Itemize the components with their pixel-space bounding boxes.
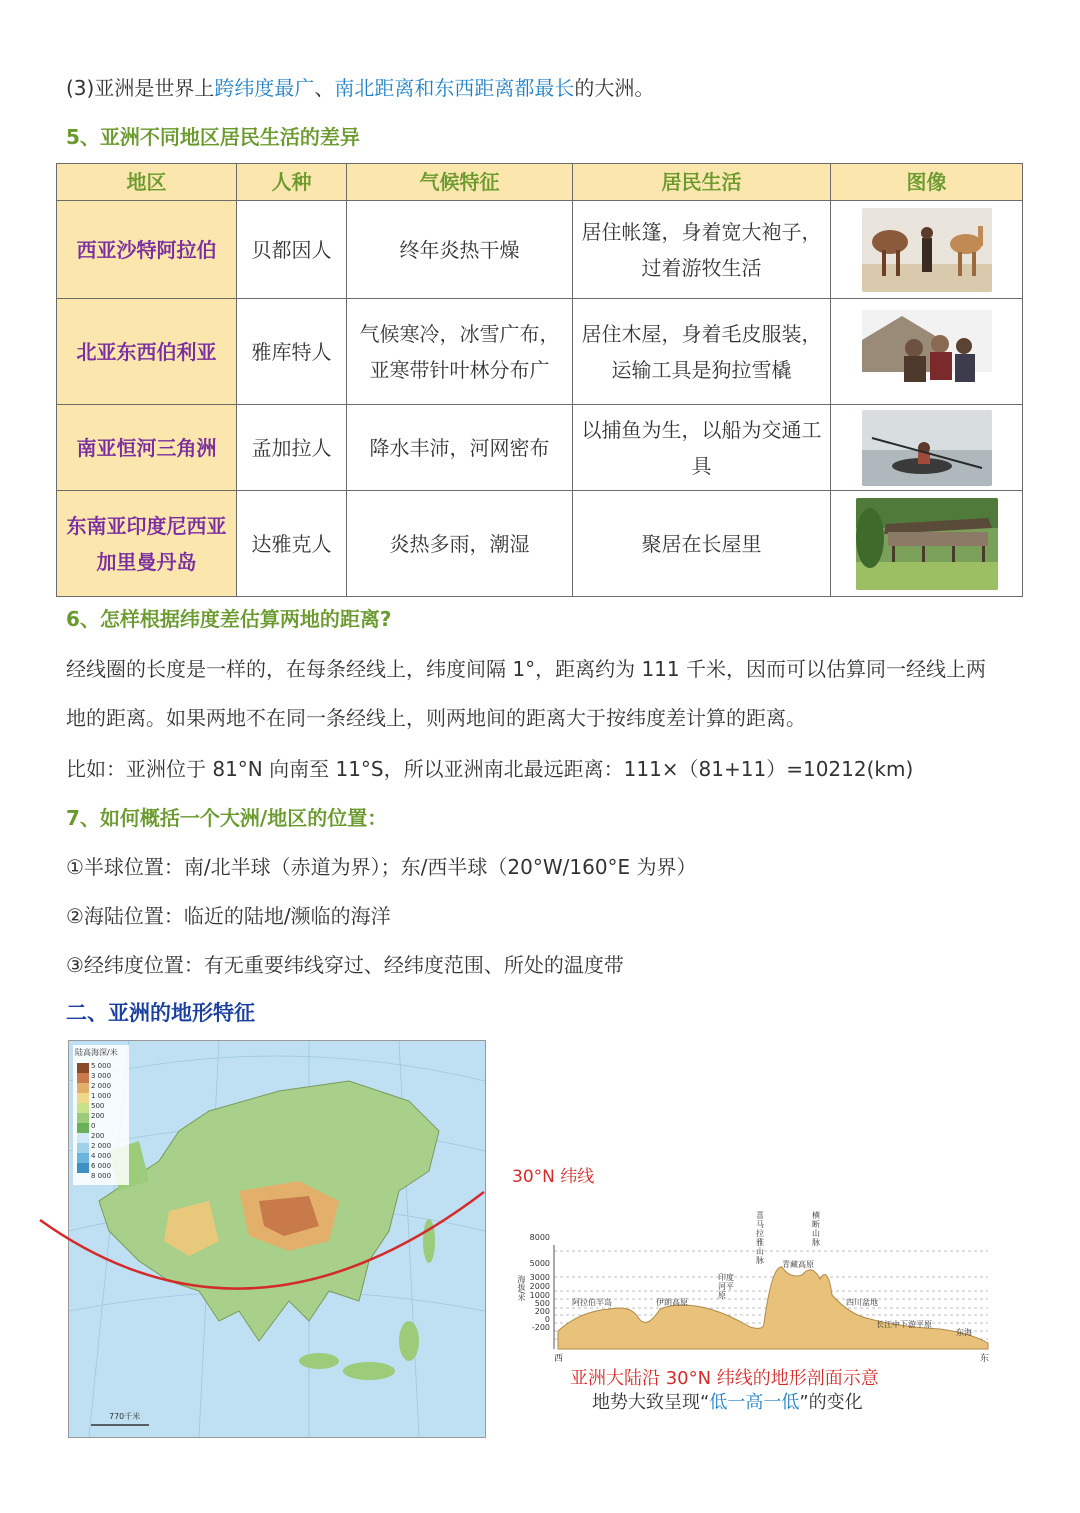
table-row [57,491,1023,597]
climate-cell: 炎热多雨，潮湿 [347,491,573,597]
profile-caption-title: 亚洲大陆沿 30°N 纬线的地形剖面示意 [570,1368,879,1389]
profile-east-label: 东 [980,1354,990,1364]
profile-place: 东海 [956,1328,972,1337]
people-cell: 孟加拉人 [237,405,347,491]
terrain-profile [517,1205,995,1365]
intro-sep: 、 [314,76,335,100]
life-cell: 居住木屋，身着毛皮服装，运输工具是狗拉雪橇 [573,299,831,405]
header-people: 人种 [237,164,347,201]
profile-y-axis-label: 海拔/米 [517,1275,526,1302]
region-cell: 南亚恒河三角洲 [57,405,237,491]
image-cell [831,201,1023,299]
intro-highlight-1: 跨纬度最广 [214,76,315,100]
trend-highlight: 低一高一低 [709,1392,800,1413]
intro-highlight-2: 南北距离和东西距离都最长 [334,76,575,100]
section5-title: 5、亚洲不同地区居民生活的差异 [66,125,360,149]
section7-item-2: ②海陆位置：临近的陆地/濒临的海洋 [66,904,391,928]
section6-para2: 地的距离。如果两地不在同一条经线上，则两地间的距离大于按纬度差计算的距离。 [66,706,806,730]
region-cell: 西亚沙特阿拉伯 [57,201,237,299]
intro-prefix: (3)亚洲是世界上 [66,76,215,100]
climate-cell: 终年炎热干燥 [347,201,573,299]
latitude-30n-label: 30°N 纬线 [512,1167,595,1187]
header-image: 图像 [831,164,1023,201]
life-cell: 以捕鱼为生，以船为交通工具 [573,405,831,491]
life-cell: 居住帐篷，身着宽大袍子，过着游牧生活 [573,201,831,299]
people-cell: 贝都因人 [237,201,347,299]
climate-cell: 降水丰沛，河网密布 [347,405,573,491]
profile-place: 喜马拉雅山脉 [756,1211,764,1265]
table-row [57,299,1023,405]
region-cell: 东南亚印度尼西亚加里曼丹岛 [57,491,237,597]
image-cell [831,405,1023,491]
profile-place: 横断山脉 [812,1211,820,1247]
section7-item-3: ③经纬度位置：有无重要纬线穿过、经纬度范围、所处的温度带 [66,953,624,977]
table-row [57,201,1023,299]
people-cell: 雅库特人 [237,299,347,405]
table-row [57,405,1023,491]
life-cell: 聚居在长屋里 [573,491,831,597]
climate-cell: 气候寒冷，冰雪广布，亚寒带针叶林分布广 [347,299,573,405]
section6-para1: 经线圈的长度是一样的，在每条经线上，纬度间隔 1°，距离约为 111 千米，因而可以估算同一经线上两 [66,657,986,681]
longhouse-photo [856,498,998,590]
section7-item-1: ①半球位置：南/北半球（赤道为界）；东/西半球（20°W/160°E 为界） [66,855,697,879]
intro-line [66,72,654,101]
map-scale-label: 770千米 [109,1412,141,1421]
profile-place: 印度河平原 [718,1273,734,1300]
header-region: 地区 [57,164,237,201]
profile-ticks: 8000 5000 3000 2000 1000 500 200 0 -200 [529,1233,550,1332]
table-header-row [57,164,1023,201]
section6-example: 比如：亚洲位于 81°N 向南至 11°S，所以亚洲南北最远距离：111×（81+11）=10212(km) [66,757,914,781]
map-legend-values: 5 000 3 000 2 000 1 000 500 200 0 200 2 000 4 000 6 000 8 000 [91,1062,112,1180]
header-life: 居民生活 [573,164,831,201]
siberia-people-photo [862,310,992,394]
section7-title: 7、如何概括一个大洲/地区的位置： [66,806,388,830]
profile-place: 阿拉伯半岛 [572,1298,612,1307]
image-cell [831,491,1023,597]
profile-place: 伊朗高原 [656,1298,688,1307]
region-cell: 北亚东西伯利亚 [57,299,237,405]
profile-west-label: 西 [554,1354,564,1364]
residents-table [56,163,1023,597]
latitude-30n-arc [0,1150,520,1320]
part2-title: 二、亚洲的地形特征 [66,1001,255,1025]
image-cell [831,299,1023,405]
profile-caption-trend: 地势大致呈现“低一高一低”的变化 [592,1392,863,1413]
people-cell: 达雅克人 [237,491,347,597]
intro-suffix: 的大洲。 [574,76,655,100]
map-legend-title: 陆高海深/米 [75,1048,118,1057]
profile-place: 青藏高原 [782,1260,814,1269]
profile-place: 长江中下游平原 [876,1320,932,1329]
boat-fishing-photo [862,410,992,486]
profile-place: 四川盆地 [846,1298,878,1307]
header-climate: 气候特征 [347,164,573,201]
desert-camel-photo [862,208,992,292]
section6-title: 6、怎样根据纬度差估算两地的距离? [66,607,392,631]
